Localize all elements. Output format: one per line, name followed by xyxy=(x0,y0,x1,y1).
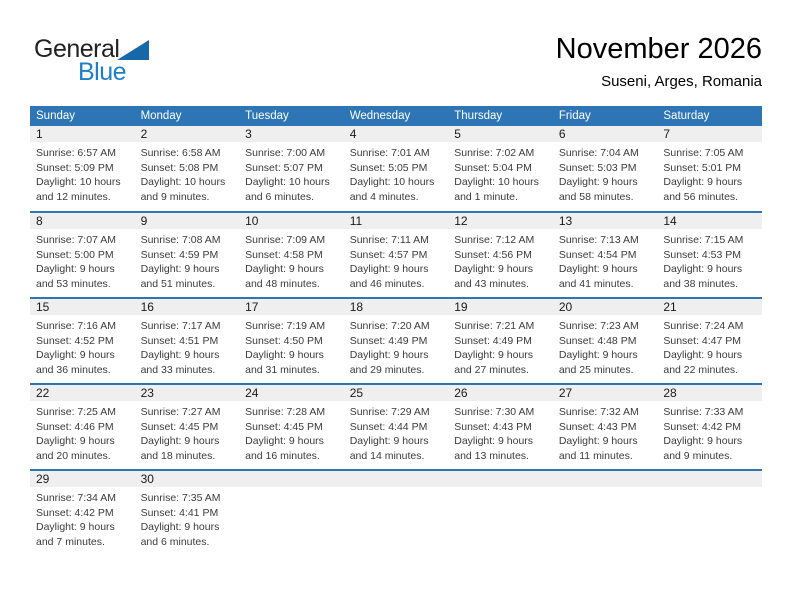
day-number: 24 xyxy=(239,385,344,401)
daylight-text: Daylight: 9 hours and 56 minutes. xyxy=(663,176,743,203)
day-number: 6 xyxy=(553,126,658,142)
sunrise-text: Sunrise: 7:20 AM xyxy=(349,320,430,332)
day-number: 3 xyxy=(239,126,344,142)
daylight-text: Daylight: 9 hours and 51 minutes. xyxy=(140,263,220,290)
day-cell xyxy=(448,212,553,298)
sunrise-text: Sunrise: 6:58 AM xyxy=(140,147,221,159)
daylight-text: Daylight: 9 hours and 36 minutes. xyxy=(36,349,115,376)
daylight-text: Daylight: 9 hours and 25 minutes. xyxy=(558,349,638,376)
day-number: 15 xyxy=(30,299,135,315)
sunset-text: Sunset: 4:52 PM xyxy=(36,334,114,347)
daylight-text: Daylight: 9 hours and 53 minutes. xyxy=(36,263,115,290)
day-details xyxy=(553,401,658,463)
empty-day-band xyxy=(448,471,553,487)
day-details xyxy=(239,229,344,291)
day-details xyxy=(657,401,762,463)
day-number: 10 xyxy=(239,213,344,229)
day-details xyxy=(553,142,658,204)
sunrise-text: Sunrise: 7:02 AM xyxy=(454,147,535,159)
day-number: 5 xyxy=(448,126,553,142)
day-number: 27 xyxy=(553,385,658,401)
day-cell xyxy=(344,298,449,384)
empty-day-cell xyxy=(657,470,762,556)
day-details xyxy=(448,229,553,291)
day-details xyxy=(135,401,240,463)
empty-day-cell xyxy=(553,470,658,556)
sunrise-text: Sunrise: 7:30 AM xyxy=(454,406,535,418)
weekday-header-wednesday: Wednesday xyxy=(344,106,449,126)
sunset-text: Sunset: 4:44 PM xyxy=(349,420,428,433)
title-block xyxy=(556,33,762,90)
daylight-text: Daylight: 9 hours and 6 minutes. xyxy=(140,521,220,548)
sunrise-text: Sunrise: 7:07 AM xyxy=(36,234,116,246)
empty-day-cell xyxy=(344,470,449,556)
daylight-text: Daylight: 9 hours and 14 minutes. xyxy=(349,435,429,462)
day-cell xyxy=(344,212,449,298)
daylight-text: Daylight: 9 hours and 27 minutes. xyxy=(454,349,534,376)
day-details xyxy=(657,229,762,291)
daylight-text: Daylight: 9 hours and 31 minutes. xyxy=(245,349,324,376)
daylight-text: Daylight: 9 hours and 20 minutes. xyxy=(36,435,115,462)
empty-day-band xyxy=(239,471,344,487)
sunrise-text: Sunrise: 7:15 AM xyxy=(663,234,744,246)
day-number: 9 xyxy=(135,213,240,229)
day-cell xyxy=(657,298,762,384)
day-details xyxy=(30,229,135,291)
day-cell xyxy=(135,298,240,384)
logo-text-general: General xyxy=(34,35,120,63)
day-cell xyxy=(135,212,240,298)
day-cell xyxy=(657,212,762,298)
sunrise-text: Sunrise: 7:34 AM xyxy=(36,492,116,504)
sunset-text: Sunset: 4:47 PM xyxy=(663,334,742,347)
day-number: 20 xyxy=(553,299,658,315)
calendar-body xyxy=(30,126,762,556)
sunrise-text: Sunrise: 7:19 AM xyxy=(245,320,326,332)
day-cell xyxy=(135,384,240,470)
calendar-table xyxy=(30,106,762,556)
empty-day-band xyxy=(344,471,449,487)
day-details xyxy=(657,142,762,204)
day-cell xyxy=(30,212,135,298)
daylight-text: Daylight: 9 hours and 58 minutes. xyxy=(558,176,638,203)
day-cell xyxy=(448,298,553,384)
sunset-text: Sunset: 5:08 PM xyxy=(140,161,219,174)
daylight-text: Daylight: 9 hours and 22 minutes. xyxy=(663,349,743,376)
sunset-text: Sunset: 5:07 PM xyxy=(245,161,323,174)
day-details xyxy=(344,315,449,377)
day-number: 28 xyxy=(657,385,762,401)
empty-day-band xyxy=(657,471,762,487)
weekday-header-friday: Friday xyxy=(553,106,658,126)
daylight-text: Daylight: 9 hours and 48 minutes. xyxy=(245,263,324,290)
day-details xyxy=(553,315,658,377)
sunset-text: Sunset: 4:48 PM xyxy=(558,334,637,347)
day-details xyxy=(30,315,135,377)
day-cell xyxy=(239,126,344,212)
sunset-text: Sunset: 5:03 PM xyxy=(558,161,637,174)
day-number: 30 xyxy=(135,471,240,487)
day-cell xyxy=(657,126,762,212)
day-cell xyxy=(553,212,658,298)
weekday-header-tuesday: Tuesday xyxy=(239,106,344,126)
sunset-text: Sunset: 5:01 PM xyxy=(663,161,742,174)
sunset-text: Sunset: 5:04 PM xyxy=(454,161,532,174)
sunset-text: Sunset: 4:58 PM xyxy=(245,248,323,261)
day-details xyxy=(239,315,344,377)
general-blue-logo xyxy=(34,35,154,86)
day-details xyxy=(448,315,553,377)
sunrise-text: Sunrise: 7:01 AM xyxy=(349,147,430,159)
sunset-text: Sunset: 4:49 PM xyxy=(454,334,532,347)
daylight-text: Daylight: 9 hours and 38 minutes. xyxy=(663,263,743,290)
sunset-text: Sunset: 4:45 PM xyxy=(245,420,323,433)
sunrise-text: Sunrise: 7:32 AM xyxy=(558,406,639,418)
page-subtitle: Suseni, Arges, Romania xyxy=(601,73,762,91)
week-row xyxy=(30,470,762,556)
sunrise-text: Sunrise: 7:24 AM xyxy=(663,320,744,332)
logo-text-blue: Blue xyxy=(78,58,127,86)
sunset-text: Sunset: 4:59 PM xyxy=(140,248,219,261)
empty-day-cell xyxy=(448,470,553,556)
sunrise-text: Sunrise: 6:57 AM xyxy=(36,147,116,159)
day-cell xyxy=(239,298,344,384)
sunset-text: Sunset: 4:42 PM xyxy=(36,506,114,519)
sunrise-text: Sunrise: 7:21 AM xyxy=(454,320,535,332)
day-cell xyxy=(135,470,240,556)
sunset-text: Sunset: 4:43 PM xyxy=(454,420,532,433)
sunrise-text: Sunrise: 7:05 AM xyxy=(663,147,744,159)
day-details xyxy=(239,401,344,463)
day-number: 29 xyxy=(30,471,135,487)
sunrise-text: Sunrise: 7:08 AM xyxy=(140,234,221,246)
empty-day-cell xyxy=(239,470,344,556)
day-details xyxy=(553,229,658,291)
day-cell xyxy=(344,384,449,470)
day-cell xyxy=(30,126,135,212)
sunset-text: Sunset: 4:42 PM xyxy=(663,420,742,433)
day-number: 8 xyxy=(30,213,135,229)
day-cell xyxy=(657,384,762,470)
day-cell xyxy=(135,126,240,212)
day-number: 11 xyxy=(344,213,449,229)
sunset-text: Sunset: 5:00 PM xyxy=(36,248,114,261)
day-number: 2 xyxy=(135,126,240,142)
sunrise-text: Sunrise: 7:33 AM xyxy=(663,406,744,418)
day-number: 23 xyxy=(135,385,240,401)
daylight-text: Daylight: 9 hours and 46 minutes. xyxy=(349,263,429,290)
logo-triangle-icon xyxy=(117,40,149,60)
sunrise-text: Sunrise: 7:17 AM xyxy=(140,320,221,332)
weekday-header-thursday: Thursday xyxy=(448,106,553,126)
sunset-text: Sunset: 5:09 PM xyxy=(36,161,114,174)
sunset-text: Sunset: 4:46 PM xyxy=(36,420,114,433)
sunset-text: Sunset: 4:56 PM xyxy=(454,248,532,261)
daylight-text: Daylight: 9 hours and 43 minutes. xyxy=(454,263,534,290)
sunrise-text: Sunrise: 7:29 AM xyxy=(349,406,430,418)
sunset-text: Sunset: 4:54 PM xyxy=(558,248,637,261)
sunrise-text: Sunrise: 7:16 AM xyxy=(36,320,116,332)
sunrise-text: Sunrise: 7:09 AM xyxy=(245,234,326,246)
day-number: 4 xyxy=(344,126,449,142)
sunrise-text: Sunrise: 7:04 AM xyxy=(558,147,639,159)
sunset-text: Sunset: 4:57 PM xyxy=(349,248,428,261)
weekday-header-row xyxy=(30,106,762,126)
day-number: 16 xyxy=(135,299,240,315)
sunrise-text: Sunrise: 7:00 AM xyxy=(245,147,326,159)
day-details xyxy=(344,142,449,204)
day-cell xyxy=(30,298,135,384)
sunset-text: Sunset: 4:43 PM xyxy=(558,420,637,433)
sunrise-text: Sunrise: 7:28 AM xyxy=(245,406,326,418)
daylight-text: Daylight: 10 hours and 1 minute. xyxy=(454,176,539,203)
calendar-head xyxy=(30,106,762,126)
day-cell xyxy=(239,212,344,298)
sunset-text: Sunset: 4:45 PM xyxy=(140,420,219,433)
sunset-text: Sunset: 4:51 PM xyxy=(140,334,219,347)
day-number: 18 xyxy=(344,299,449,315)
sunrise-text: Sunrise: 7:23 AM xyxy=(558,320,639,332)
sunset-text: Sunset: 4:49 PM xyxy=(349,334,428,347)
day-details xyxy=(448,401,553,463)
sunset-text: Sunset: 5:05 PM xyxy=(349,161,428,174)
sunset-text: Sunset: 4:50 PM xyxy=(245,334,323,347)
day-cell xyxy=(30,470,135,556)
day-details xyxy=(30,401,135,463)
day-details xyxy=(239,142,344,204)
daylight-text: Daylight: 9 hours and 7 minutes. xyxy=(36,521,115,548)
day-number: 19 xyxy=(448,299,553,315)
day-number: 25 xyxy=(344,385,449,401)
day-cell xyxy=(553,126,658,212)
empty-day-band xyxy=(553,471,658,487)
day-details xyxy=(344,401,449,463)
day-cell xyxy=(553,384,658,470)
sunset-text: Sunset: 4:53 PM xyxy=(663,248,742,261)
sunset-text: Sunset: 4:41 PM xyxy=(140,506,219,519)
day-details xyxy=(135,487,240,549)
sunrise-text: Sunrise: 7:13 AM xyxy=(558,234,639,246)
day-cell xyxy=(448,126,553,212)
day-number: 22 xyxy=(30,385,135,401)
day-cell xyxy=(30,384,135,470)
week-row xyxy=(30,126,762,212)
day-details xyxy=(135,142,240,204)
day-cell xyxy=(553,298,658,384)
day-number: 12 xyxy=(448,213,553,229)
day-details xyxy=(30,487,135,549)
daylight-text: Daylight: 9 hours and 29 minutes. xyxy=(349,349,429,376)
day-number: 26 xyxy=(448,385,553,401)
sunrise-text: Sunrise: 7:27 AM xyxy=(140,406,221,418)
daylight-text: Daylight: 9 hours and 11 minutes. xyxy=(558,435,638,462)
page-title: November 2026 xyxy=(555,33,762,65)
weekday-header-saturday: Saturday xyxy=(657,106,762,126)
week-row xyxy=(30,298,762,384)
day-number: 13 xyxy=(553,213,658,229)
daylight-text: Daylight: 9 hours and 18 minutes. xyxy=(140,435,220,462)
day-cell xyxy=(448,384,553,470)
day-details xyxy=(657,315,762,377)
day-cell xyxy=(344,126,449,212)
day-number: 1 xyxy=(30,126,135,142)
weekday-header-sunday: Sunday xyxy=(30,106,135,126)
daylight-text: Daylight: 9 hours and 16 minutes. xyxy=(245,435,324,462)
daylight-text: Daylight: 9 hours and 33 minutes. xyxy=(140,349,220,376)
sunrise-text: Sunrise: 7:25 AM xyxy=(36,406,116,418)
day-number: 17 xyxy=(239,299,344,315)
week-row xyxy=(30,384,762,470)
daylight-text: Daylight: 9 hours and 9 minutes. xyxy=(663,435,743,462)
day-details xyxy=(135,315,240,377)
daylight-text: Daylight: 9 hours and 13 minutes. xyxy=(454,435,534,462)
day-details xyxy=(344,229,449,291)
weekday-header-monday: Monday xyxy=(135,106,240,126)
day-number: 14 xyxy=(657,213,762,229)
day-number: 21 xyxy=(657,299,762,315)
sunrise-text: Sunrise: 7:35 AM xyxy=(140,492,221,504)
daylight-text: Daylight: 9 hours and 41 minutes. xyxy=(558,263,638,290)
day-cell xyxy=(239,384,344,470)
sunrise-text: Sunrise: 7:11 AM xyxy=(349,234,429,246)
daylight-text: Daylight: 10 hours and 12 minutes. xyxy=(36,176,121,203)
sunrise-text: Sunrise: 7:12 AM xyxy=(454,234,535,246)
day-details xyxy=(30,142,135,204)
day-number: 7 xyxy=(657,126,762,142)
daylight-text: Daylight: 10 hours and 9 minutes. xyxy=(140,176,226,203)
daylight-text: Daylight: 10 hours and 6 minutes. xyxy=(245,176,330,203)
day-details xyxy=(135,229,240,291)
week-row xyxy=(30,212,762,298)
day-details xyxy=(448,142,553,204)
daylight-text: Daylight: 10 hours and 4 minutes. xyxy=(349,176,435,203)
